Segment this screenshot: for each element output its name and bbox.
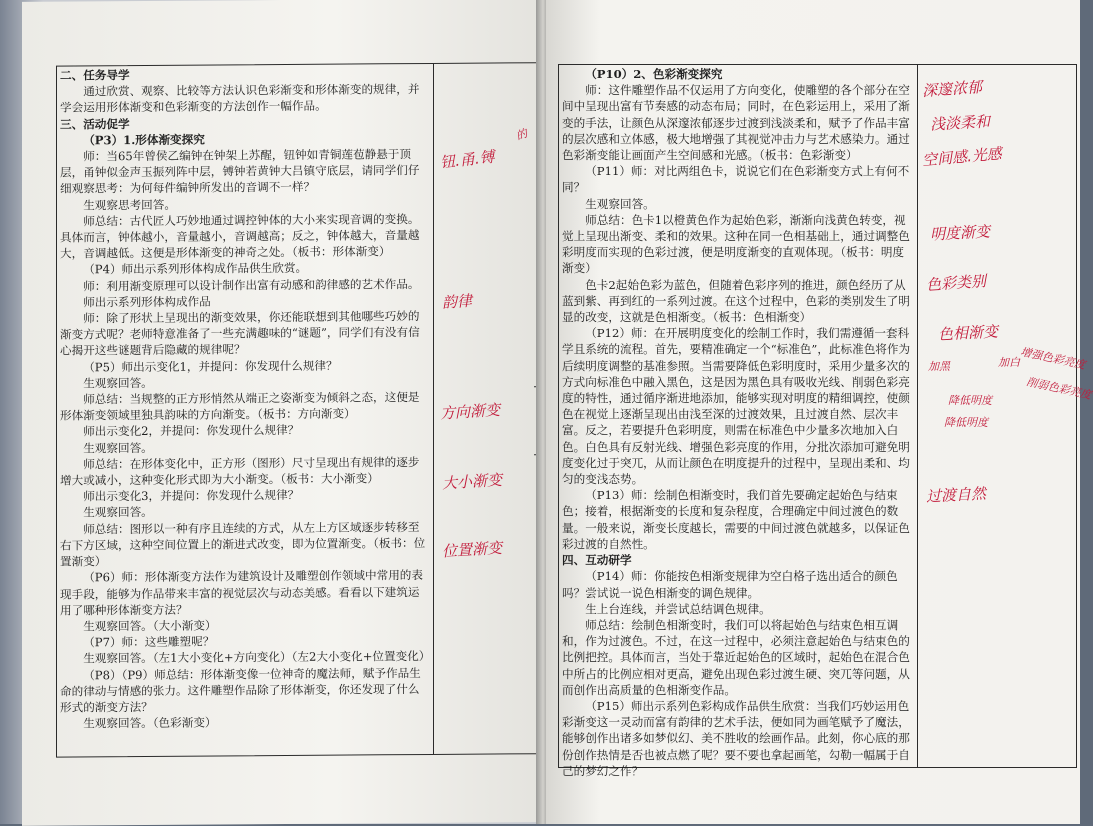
left-page xyxy=(22,0,542,826)
body-paragraph: 师总结：色卡1以橙黄色作为起始色彩，渐渐向浅黄色转变，视觉上呈现出渐变、柔和的效果。这种在同一色相基础上，通过调整色彩明度而实现的色彩过渡，便是明度渐变的直观体现。（板书：明度渐变） xyxy=(562,212,910,276)
body-paragraph: （P5）师出示变化1，并提问：你发现什么规律？ xyxy=(83,358,338,375)
body-paragraph: 师总结：古代匠人巧妙地通过调控钟体的大小来实现音调的变换。具体而言，钟体越小，音量越小，音调越高；反之，钟体越大，音量越大，音调越低。这便是形体渐变的神奇之处。（板书：形体渐变） xyxy=(60,211,420,261)
body-paragraph: （P14）师：你能按色相渐变规律为空白格子选出适合的颜色吗？尝试说一说色相渐变的调色规律。 xyxy=(562,569,898,600)
body-paragraph: 生观察思考回答。 xyxy=(83,197,176,213)
body-paragraph: 师总结：图形以一种有序且连续的方式，从左上方区域逐步转移至右下方区域，这种空间位置上的渐进式改变，即为位置渐变。（板书：位置渐变） xyxy=(60,519,426,569)
section-heading: 四、互动研学 xyxy=(562,553,632,568)
body-paragraph: 生观察回答。（大小渐变） xyxy=(83,618,217,634)
right-text-column xyxy=(562,66,914,778)
handwritten-annotation: 方向渐变 xyxy=(439,400,501,423)
body-paragraph: 生观察回答。（左1大小变化+方向变化）（左2大小变化+位置变化） xyxy=(83,649,431,666)
handwritten-annotation: 深邃浓郁 xyxy=(921,77,983,101)
handwritten-annotation: 降低明度 xyxy=(944,416,988,429)
body-paragraph: 通过欣赏、观察、比较等方法认识色彩渐变和形体渐变的规律，并学会运用形体渐变和色彩渐变的方法创作一幅作品。 xyxy=(60,82,420,115)
body-paragraph: 生观察回答。 xyxy=(83,440,153,456)
body-paragraph: 师总结：在形体变化中，正方形（图形）尺寸呈现出有规律的逐步增大或减小，这种变化形式即为大小渐变。（板书：大小渐变） xyxy=(60,454,420,488)
handwritten-annotation: 大小渐变 xyxy=(441,470,503,493)
subsection-heading: （P10）2、色彩渐变探究 xyxy=(585,67,723,81)
body-paragraph: 生观察回答。 xyxy=(83,505,153,520)
handwritten-annotation: 削弱色彩亮度 xyxy=(1025,375,1093,402)
body-paragraph: （P4）师出示系列形体构成作品供生欣赏。 xyxy=(83,261,308,277)
handwritten-annotation: 位置渐变 xyxy=(441,538,503,561)
body-paragraph: （P12）师：在开展明度变化的绘制工作时，我们需遵循一套科学且系统的流程。首先，要精准确定一个“标准色”，此标准色将作为后续明度调整的基准参照。当需要降低色彩明度时，采用少量多次的方式向标准色中融入黑色，这是因为黑色具有吸收光线、削弱色彩亮度的特性，通过循序渐进地添加，能够实现对明度的精细调控，使颜色在视觉上逐渐呈现出由浅至深的过渡效果，且过渡自然、层次丰富。反之，若要提升色彩明度，则需在标准色中少量多次地加入白色。白色具有反射光线、增强色彩亮度的作用，分批次添加可避免明度变化过于突兀，从而让颜色在明度提升的过程中，呈现出柔和、均匀的变浅态势。 xyxy=(562,326,911,487)
body-paragraph: （P7）师：这些雕塑呢？ xyxy=(83,634,215,650)
handwritten-annotation: 浅淡柔和 xyxy=(929,112,991,134)
handwritten-annotation: 色相渐变 xyxy=(937,322,999,344)
handwritten-annotation: 明度渐变 xyxy=(929,222,991,244)
handwritten-annotation: 的 xyxy=(514,126,530,143)
handwritten-annotation: 钮.甬.镈 xyxy=(439,147,496,172)
handwritten-annotation: 加白 xyxy=(998,356,1020,369)
handwritten-annotation: 降低明度 xyxy=(948,394,992,407)
body-paragraph: （P13）师：绘制色相渐变时，我们首先要确定起始色与结束色；接着，根据渐变的长度和复杂程度，合理确定中间过渡色的数量。一般来说，渐变长度越长，需要的中间过渡色就越多，以保证色彩过渡的自然性。 xyxy=(562,488,910,551)
body-paragraph: 生上台连线，并尝试总结调色规律。 xyxy=(585,601,771,616)
body-paragraph: 生观察回答。 xyxy=(585,196,655,211)
body-paragraph: （P15）师出示系列色彩构成作品供生欣赏：当我们巧妙运用色彩渐变这一灵动而富有韵律的艺术手法，便如同为画笔赋予了魔法，能够创作出诸多如梦似幻、美不胜收的绘画作品。此刻，你心底的那份创作热情是否也被点燃了呢？要不要也拿起画笔，勾勒一幅属于自己的梦幻之作？ xyxy=(562,698,910,778)
body-paragraph: 师出示变化2，并提问：你发现什么规律？ xyxy=(83,423,300,439)
section-heading: 三、活动促学 xyxy=(60,116,130,132)
left-text-column xyxy=(60,65,431,758)
body-paragraph: 师出示系列形体构成作品 xyxy=(83,294,211,310)
handwritten-annotation: 加黑 xyxy=(928,360,950,373)
handwritten-annotation: 增强色彩亮度 xyxy=(1019,345,1087,372)
body-paragraph: 生观察回答。 xyxy=(83,375,153,391)
section-heading: 二、任务导学 xyxy=(60,68,130,83)
body-paragraph: 师：这件雕塑作品不仅运用了方向变化，使雕塑的各个部分在空间中呈现出富有节奏感的动态布局；同时，在色彩运用上，采用了渐变的手法，让颜色从深邃浓郁逐步过渡到浅淡柔和，赋予了作品丰富的层次感和立体感，极大地增强了其视觉冲击力与艺术感染力。通过色彩渐变能让画面产生空间感和光感。（板书：色彩渐变） xyxy=(562,83,910,163)
body-paragraph: 师：除了形状上呈现出的渐变效果，你还能联想到其他哪些巧妙的渐变方式呢？老师特意准备了一些充满趣味的“谜题”，同学们有没有信心揭开这些谜题背后隐藏的规律呢？ xyxy=(60,309,420,359)
subsection-heading: （P3）1.形体渐变探究 xyxy=(83,132,205,148)
handwritten-annotation: 韵律 xyxy=(441,291,473,312)
body-paragraph: （P8）（P9）师总结：形体渐变像一位神奇的魔法师，赋予作品生命的律动与情感的张力。这件雕塑作品除了形体渐变，你还发现了什么形式的渐变方法？ xyxy=(60,665,421,715)
right-page xyxy=(546,0,1093,824)
body-paragraph: 生观察回答。（色彩渐变） xyxy=(83,715,217,731)
body-paragraph: 师总结：当规整的正方形悄然从端正之姿渐变为倾斜之态，这便是形体渐变领域里独具韵味的方向渐变。（板书：方向渐变） xyxy=(60,390,420,423)
handwritten-annotation: 色彩类别 xyxy=(925,271,987,295)
body-paragraph: 师：当65年曾侯乙编钟在钟架上苏醒，钮钟如青铜莲苞静悬于顶层，甬钟似金声玉振列阵中层，镈钟若黄钟大吕镇守底层，请同学们仔细观察思考：为何每件编钟所发出的音调不一样？ xyxy=(60,147,420,196)
handwritten-annotation: 空间感.光感 xyxy=(921,144,1003,170)
body-paragraph: （P11）师：对比两组色卡，说说它们在色彩渐变方式上有何不同？ xyxy=(562,164,910,195)
body-paragraph: （P6）师：形体渐变方法作为建筑设计及雕塑创作领域中常用的表现手段，能够为作品带来丰富的视觉层次与动态美感。看看以下建筑运用了哪种形体渐变方法？ xyxy=(60,568,423,618)
body-paragraph: 师出示变化3，并提问：你发现什么规律？ xyxy=(83,488,300,504)
body-paragraph: 师：利用渐变原理可以设计制作出富有动感和韵律感的艺术作品。 xyxy=(83,276,420,294)
right-notes-frame xyxy=(916,64,1077,768)
handwritten-annotation: 过渡自然 xyxy=(925,484,987,506)
body-paragraph: 师总结：绘制色相渐变时，我们可以将起始色与结束色相互调和，作为过渡色。不过，在这一过程中，必须注意起始色与结束色的比例把控。具体而言，当处于靠近起始色的区域时，起始色在混合色中所占的比例应相对更高，避免出现色彩过渡生硬、突兀等问题，从而创作出高质量的色相渐变作品。 xyxy=(562,617,910,697)
body-paragraph: 色卡2起始色彩为蓝色，但随着色彩序列的推进，颜色经历了从蓝到紫、再到红的一系列过渡。在这个过程中，色彩的类别发生了明显的改变，这就是色相渐变。（板书：色相渐变） xyxy=(562,277,910,325)
